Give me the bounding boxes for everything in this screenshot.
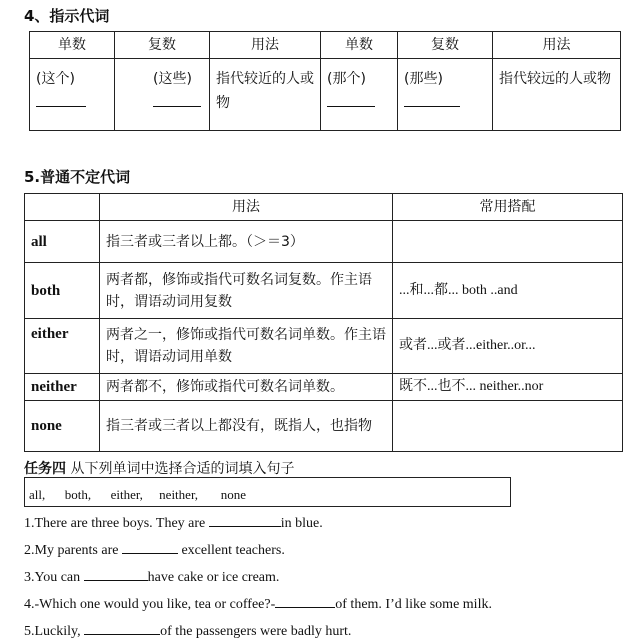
demonstrative-table bbox=[29, 31, 621, 131]
table-row bbox=[25, 263, 623, 319]
sentence-text: 2.My parents are bbox=[24, 543, 122, 558]
singular-far-word: (那个) bbox=[327, 71, 366, 87]
usage-neither: 两者都不，修饰或指代可数名词单数。 bbox=[100, 374, 393, 401]
word-none: none bbox=[25, 401, 100, 452]
section4-title: 4、指示代词 bbox=[24, 7, 110, 25]
word-bank: all, both, either, neither, none bbox=[24, 477, 511, 507]
sentence-text: of them. I’d like some milk. bbox=[335, 597, 492, 612]
task-heading bbox=[24, 458, 294, 478]
table-row bbox=[25, 401, 623, 452]
answer-blank bbox=[153, 92, 201, 107]
sentence-1 bbox=[24, 514, 323, 532]
cell-plural-far bbox=[398, 59, 493, 131]
answer-blank bbox=[122, 541, 178, 554]
plural-far-word: (那些) bbox=[404, 71, 443, 87]
plural-near-word: (这些) bbox=[153, 71, 192, 87]
answer-blank bbox=[84, 622, 160, 635]
sentence-text: 5.Luckily, bbox=[24, 624, 85, 639]
task-instruction: 从下列单词中选择合适的词填入句子 bbox=[70, 461, 295, 477]
usage-both: 两者都，修饰或指代可数名词复数。作主语时，谓语动词用复数 bbox=[100, 263, 393, 319]
combo-all bbox=[393, 221, 623, 263]
word-both: both bbox=[25, 263, 100, 319]
usage-far: 指代较远的人或物 bbox=[493, 59, 621, 131]
combo-none bbox=[393, 401, 623, 452]
sentence-text: in blue. bbox=[280, 516, 323, 531]
word-neither: neither bbox=[25, 374, 100, 401]
task-label: 任务四 bbox=[24, 461, 66, 477]
cell-plural-near bbox=[115, 59, 210, 131]
cell-singular-near bbox=[30, 59, 115, 131]
singular-near-word: (这个) bbox=[36, 71, 75, 87]
usage-near: 指代较近的人或物 bbox=[210, 59, 321, 131]
section5-title: 5.普通不定代词 bbox=[24, 168, 131, 186]
sentence-text: have cake or ice cream. bbox=[147, 570, 280, 585]
answer-blank bbox=[275, 595, 335, 608]
usage-all: 指三者或三者以上都。（＞＝3） bbox=[100, 221, 393, 263]
header-singular-near: 单数 bbox=[30, 32, 115, 59]
combo-both: ...和...都... both ..and bbox=[393, 263, 623, 319]
header-plural-far: 复数 bbox=[398, 32, 493, 59]
header-plural-near: 复数 bbox=[115, 32, 210, 59]
combo-neither: 既不...也不... neither..nor bbox=[393, 374, 623, 401]
table-row bbox=[25, 319, 623, 374]
header-usage: 用法 bbox=[100, 194, 393, 221]
word-either: either bbox=[25, 319, 100, 374]
answer-blank bbox=[36, 92, 86, 107]
answer-blank bbox=[84, 568, 148, 581]
sentence-2 bbox=[24, 541, 285, 559]
sentence-text: 1.There are three boys. They are bbox=[24, 516, 209, 531]
cell-singular-far bbox=[321, 59, 398, 131]
sentence-text: of the passengers were badly hurt. bbox=[160, 624, 352, 639]
table-row bbox=[25, 374, 623, 401]
header-usage-near: 用法 bbox=[210, 32, 321, 59]
sentence-text: excellent teachers. bbox=[177, 543, 285, 558]
header-combo: 常用搭配 bbox=[393, 194, 623, 221]
sentence-text: 4.-Which one would you like, tea or coffee?- bbox=[24, 597, 276, 612]
table-row bbox=[25, 221, 623, 263]
header-word bbox=[25, 194, 100, 221]
word-all: all bbox=[25, 221, 100, 263]
answer-blank bbox=[404, 92, 460, 107]
header-usage-far: 用法 bbox=[493, 32, 621, 59]
sentence-5 bbox=[24, 622, 351, 640]
usage-either: 两者之一，修饰或指代可数名词单数。作主语时，谓语动词用单数 bbox=[100, 319, 393, 374]
answer-blank bbox=[209, 514, 281, 527]
sentence-4 bbox=[24, 595, 492, 613]
sentence-3 bbox=[24, 568, 279, 586]
answer-blank bbox=[327, 92, 375, 107]
usage-none: 指三者或三者以上都没有，既指人，也指物 bbox=[100, 401, 393, 452]
header-singular-far: 单数 bbox=[321, 32, 398, 59]
indefinite-pronoun-table bbox=[24, 193, 623, 452]
sentence-text: 3.You can bbox=[24, 570, 84, 585]
combo-either: 或者...或者...either..or... bbox=[393, 319, 623, 374]
